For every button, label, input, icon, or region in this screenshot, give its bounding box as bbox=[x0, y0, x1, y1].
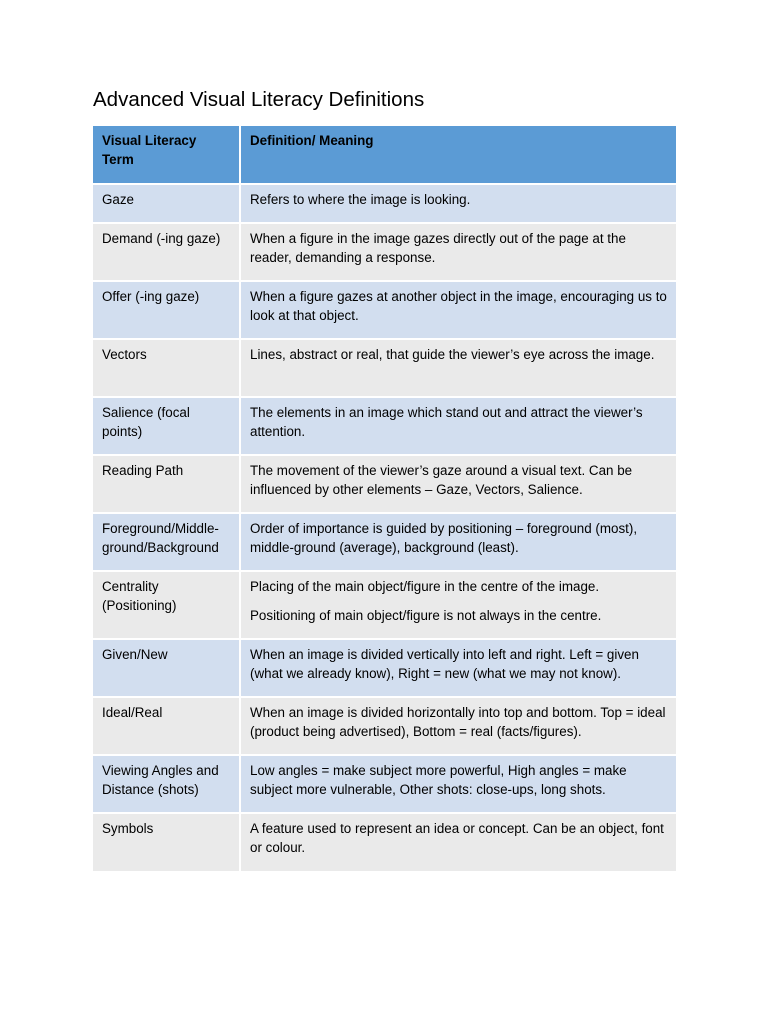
table-row bbox=[93, 455, 676, 513]
term-cell: Centrality (Positioning) bbox=[93, 571, 240, 639]
term-cell: Viewing Angles and Distance (shots) bbox=[93, 755, 240, 813]
table-row bbox=[93, 397, 676, 455]
definition-cell bbox=[240, 697, 676, 755]
definition-cell bbox=[240, 755, 676, 813]
table-row bbox=[93, 755, 676, 813]
column-header-term: Visual Literacy Term bbox=[93, 126, 240, 184]
definition-text: Low angles = make subject more powerful, High angles = make subject more vulnerable, Other shots: close-ups, long shots. bbox=[250, 763, 627, 797]
definition-cell bbox=[240, 455, 676, 513]
definitions-table bbox=[93, 126, 676, 871]
definition-text: When an image is divided vertically into left and right. Left = given (what we already know), Right = new (what we may not know). bbox=[250, 647, 639, 681]
definition-text: When a figure gazes at another object in the image, encouraging us to look at that object. bbox=[250, 289, 667, 323]
term-cell: Symbols bbox=[93, 813, 240, 871]
term-cell: Foreground/Middle-ground/Background bbox=[93, 513, 240, 571]
table-row bbox=[93, 513, 676, 571]
definition-text: A feature used to represent an idea or concept. Can be an object, font or colour. bbox=[250, 821, 664, 855]
term-cell: Ideal/Real bbox=[93, 697, 240, 755]
table-row bbox=[93, 639, 676, 697]
definition-cell bbox=[240, 397, 676, 455]
table-body bbox=[93, 184, 676, 871]
table-row bbox=[93, 813, 676, 871]
definition-cell bbox=[240, 223, 676, 281]
table-row bbox=[93, 697, 676, 755]
definition-cell bbox=[240, 639, 676, 697]
table-header-row bbox=[93, 126, 676, 184]
definition-text: The movement of the viewer’s gaze around a visual text. Can be influenced by other elements – Gaze, Vectors, Salience. bbox=[250, 463, 633, 497]
term-cell: Given/New bbox=[93, 639, 240, 697]
table-row bbox=[93, 223, 676, 281]
definition-cell bbox=[240, 281, 676, 339]
table-row bbox=[93, 339, 676, 397]
definition-text: Lines, abstract or real, that guide the viewer’s eye across the image. bbox=[250, 347, 655, 362]
term-cell: Demand (-ing gaze) bbox=[93, 223, 240, 281]
definition-text: Placing of the main object/figure in the centre of the image. bbox=[250, 579, 600, 594]
definition-text: Positioning of main object/figure is not always in the centre. bbox=[250, 608, 602, 623]
definition-text: When a figure in the image gazes directly out of the page at the reader, demanding a response. bbox=[250, 231, 626, 265]
term-cell: Offer (-ing gaze) bbox=[93, 281, 240, 339]
term-cell: Vectors bbox=[93, 339, 240, 397]
definition-cell bbox=[240, 571, 676, 639]
definition-cell bbox=[240, 339, 676, 397]
definition-cell bbox=[240, 813, 676, 871]
term-cell: Salience (focal points) bbox=[93, 397, 240, 455]
definition-text: The elements in an image which stand out and attract the viewer’s attention. bbox=[250, 405, 643, 439]
definition-text: Refers to where the image is looking. bbox=[250, 192, 471, 207]
table-row bbox=[93, 281, 676, 339]
definition-text: Order of importance is guided by positioning – foreground (most), middle-ground (average), background (least). bbox=[250, 521, 638, 555]
definition-cell bbox=[240, 184, 676, 223]
term-cell: Reading Path bbox=[93, 455, 240, 513]
column-header-definition: Definition/ Meaning bbox=[240, 126, 676, 184]
table-row bbox=[93, 184, 676, 223]
page-title: Advanced Visual Literacy Definitions bbox=[93, 88, 425, 111]
definition-cell bbox=[240, 513, 676, 571]
definition-text: When an image is divided horizontally into top and bottom. Top = ideal (product being advertised), Bottom = real (facts/figures). bbox=[250, 705, 666, 739]
table-row bbox=[93, 571, 676, 639]
term-cell: Gaze bbox=[93, 184, 240, 223]
